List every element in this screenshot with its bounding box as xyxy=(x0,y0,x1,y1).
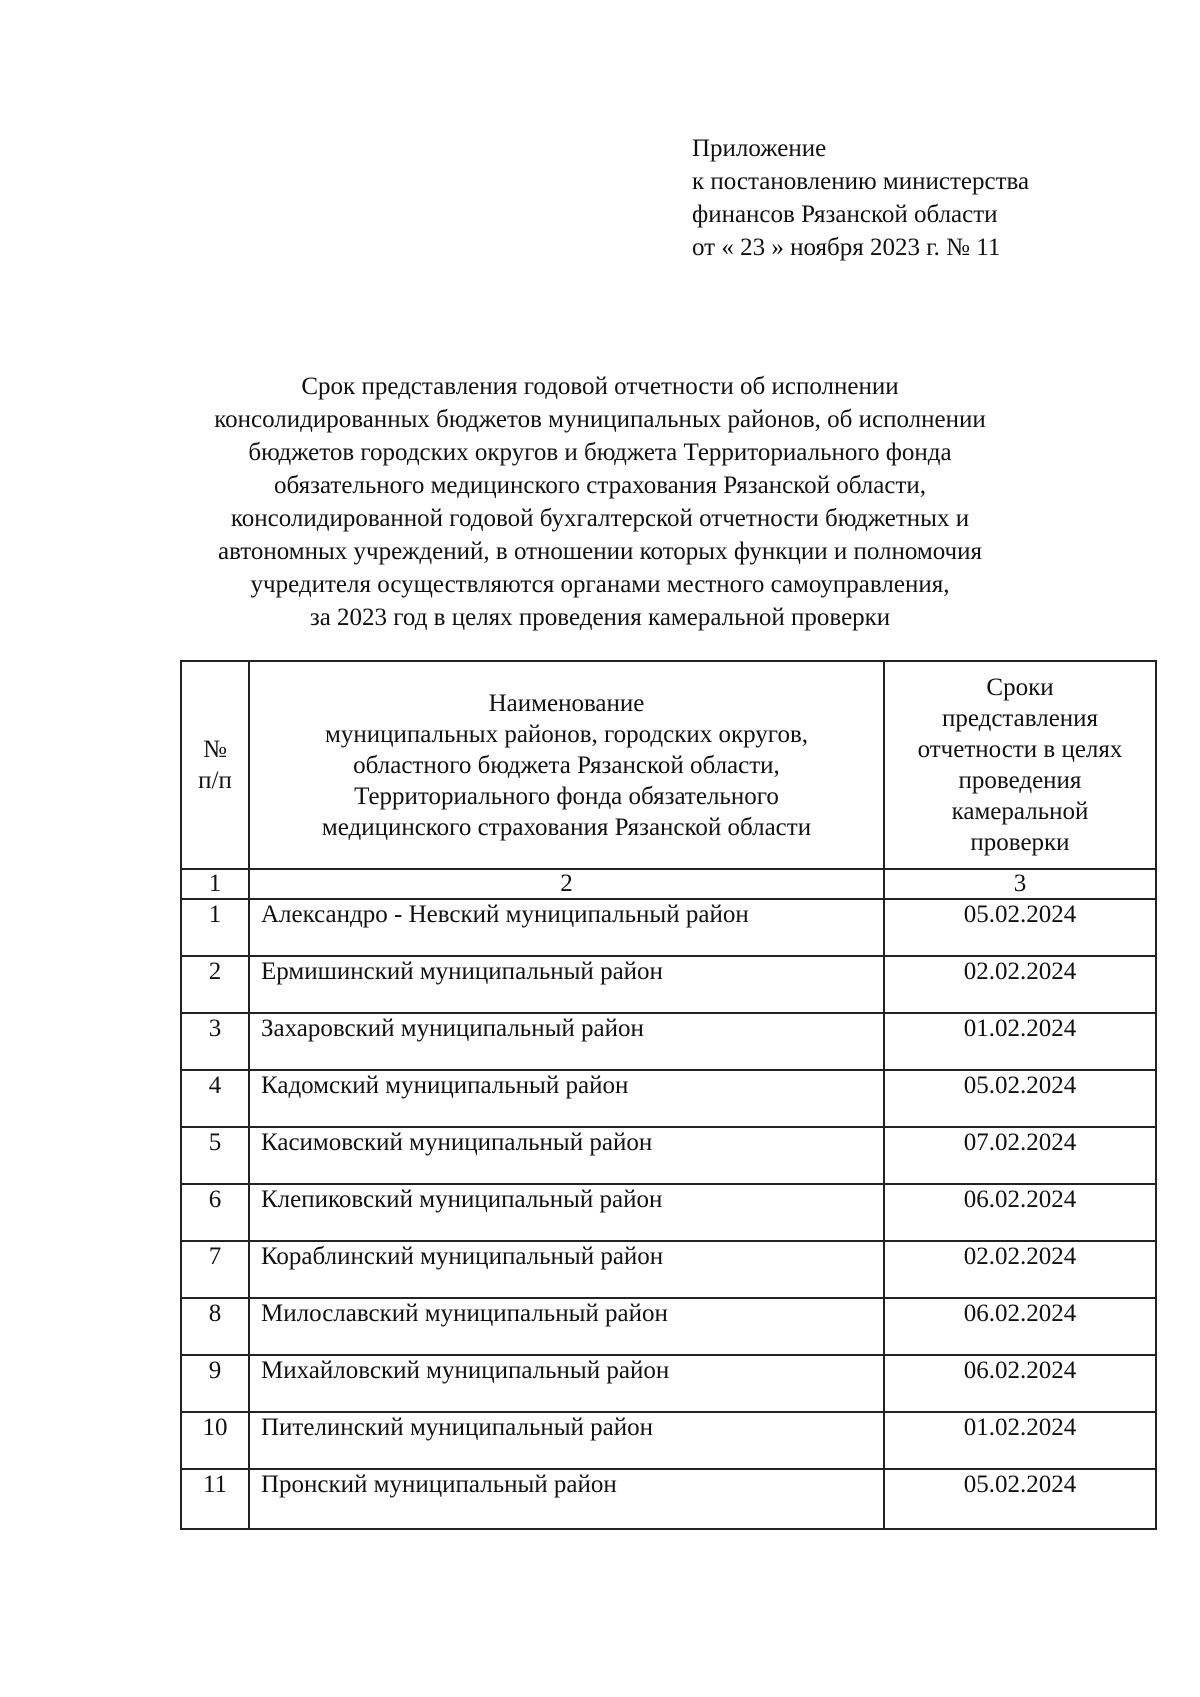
row-district: Михайловский муниципальный район xyxy=(249,1355,884,1412)
title-line: Срок представления годовой отчетности об исполнении xyxy=(301,373,899,400)
title-line: консолидированной годовой бухгалтерской отчетности бюджетных и xyxy=(230,505,970,532)
header-line: проверки xyxy=(970,829,1070,856)
table-row xyxy=(181,1127,1156,1184)
table-row xyxy=(181,1013,1156,1070)
header-name xyxy=(249,661,884,869)
column-number: 3 xyxy=(884,869,1156,899)
column-number-row xyxy=(181,869,1156,899)
row-district: Клепиковский муниципальный район xyxy=(249,1184,884,1241)
row-district: Александро - Невский муниципальный район xyxy=(249,899,884,956)
header-line: проведения xyxy=(958,767,1082,794)
appendix-block xyxy=(692,132,1029,264)
header-line: Территориального фонда обязательного xyxy=(354,782,779,810)
table-row xyxy=(181,899,1156,956)
header-line: медицинского страхования Рязанской области xyxy=(321,813,812,841)
row-number: 9 xyxy=(181,1355,249,1412)
table-row xyxy=(181,1355,1156,1412)
table-row xyxy=(181,1298,1156,1355)
column-number: 2 xyxy=(249,869,884,899)
title-line: бюджетов городских округов и бюджета Территориального фонда xyxy=(248,439,952,466)
header-line: № xyxy=(203,736,227,763)
header-line: камеральной xyxy=(951,798,1089,825)
row-number: 8 xyxy=(181,1298,249,1355)
appendix-line: Приложение xyxy=(692,135,827,162)
document-title xyxy=(150,370,1050,634)
row-number: 6 xyxy=(181,1184,249,1241)
row-district: Пронский муниципальный район xyxy=(249,1469,884,1529)
row-number: 5 xyxy=(181,1127,249,1184)
row-district: Ермишинский муниципальный район xyxy=(249,956,884,1013)
row-deadline: 02.02.2024 xyxy=(884,956,1156,1013)
header-line: Наименование xyxy=(488,689,645,717)
row-number: 3 xyxy=(181,1013,249,1070)
header-deadline xyxy=(884,661,1156,869)
row-deadline: 07.02.2024 xyxy=(884,1127,1156,1184)
deadlines-table xyxy=(180,660,1157,1530)
row-number: 1 xyxy=(181,899,249,956)
table-row xyxy=(181,1184,1156,1241)
column-number: 1 xyxy=(181,869,249,899)
row-district: Захаровский муниципальный район xyxy=(249,1013,884,1070)
appendix-line: к постановлению министерства xyxy=(692,168,1030,195)
row-number: 4 xyxy=(181,1070,249,1127)
row-deadline: 06.02.2024 xyxy=(884,1298,1156,1355)
row-deadline: 05.02.2024 xyxy=(884,899,1156,956)
header-number xyxy=(181,661,249,869)
row-number: 7 xyxy=(181,1241,249,1298)
row-district: Касимовский муниципальный район xyxy=(249,1127,884,1184)
row-number: 11 xyxy=(181,1469,249,1529)
header-line: представления xyxy=(941,705,1099,732)
header-line: Сроки xyxy=(986,674,1054,701)
table-row xyxy=(181,1469,1156,1529)
header-line: п/п xyxy=(198,767,232,794)
row-district: Кадомский муниципальный район xyxy=(249,1070,884,1127)
appendix-line: от « 23 » ноября 2023 г. № 11 xyxy=(692,234,1001,261)
row-number: 10 xyxy=(181,1412,249,1469)
appendix-line: финансов Рязанской области xyxy=(692,201,998,228)
table-header-row xyxy=(181,661,1156,869)
row-deadline: 06.02.2024 xyxy=(884,1184,1156,1241)
header-line: отчетности в целях xyxy=(917,736,1123,763)
row-deadline: 05.02.2024 xyxy=(884,1469,1156,1529)
row-district: Пителинский муниципальный район xyxy=(249,1412,884,1469)
row-deadline: 01.02.2024 xyxy=(884,1412,1156,1469)
title-line: обязательного медицинского страхования Рязанской области, xyxy=(273,472,927,499)
table-row xyxy=(181,1412,1156,1469)
header-line: муниципальных районов, городских округов, xyxy=(325,720,808,748)
title-line: автономных учреждений, в отношении которых функции и полномочия xyxy=(217,538,983,565)
header-line: областного бюджета Рязанской области, xyxy=(353,751,780,779)
row-deadline: 01.02.2024 xyxy=(884,1013,1156,1070)
table-row xyxy=(181,1241,1156,1298)
row-district: Кораблинский муниципальный район xyxy=(249,1241,884,1298)
title-line: за 2023 год в целях проведения камеральной проверки xyxy=(309,604,891,631)
row-number: 2 xyxy=(181,956,249,1013)
row-deadline: 02.02.2024 xyxy=(884,1241,1156,1298)
row-deadline: 06.02.2024 xyxy=(884,1355,1156,1412)
table-row xyxy=(181,1070,1156,1127)
table-row xyxy=(181,956,1156,1013)
title-line: учредителя осуществляются органами местного самоуправления, xyxy=(250,571,950,598)
row-deadline: 05.02.2024 xyxy=(884,1070,1156,1127)
title-line: консолидированных бюджетов муниципальных районов, об исполнении xyxy=(214,406,986,433)
row-district: Милославский муниципальный район xyxy=(249,1298,884,1355)
